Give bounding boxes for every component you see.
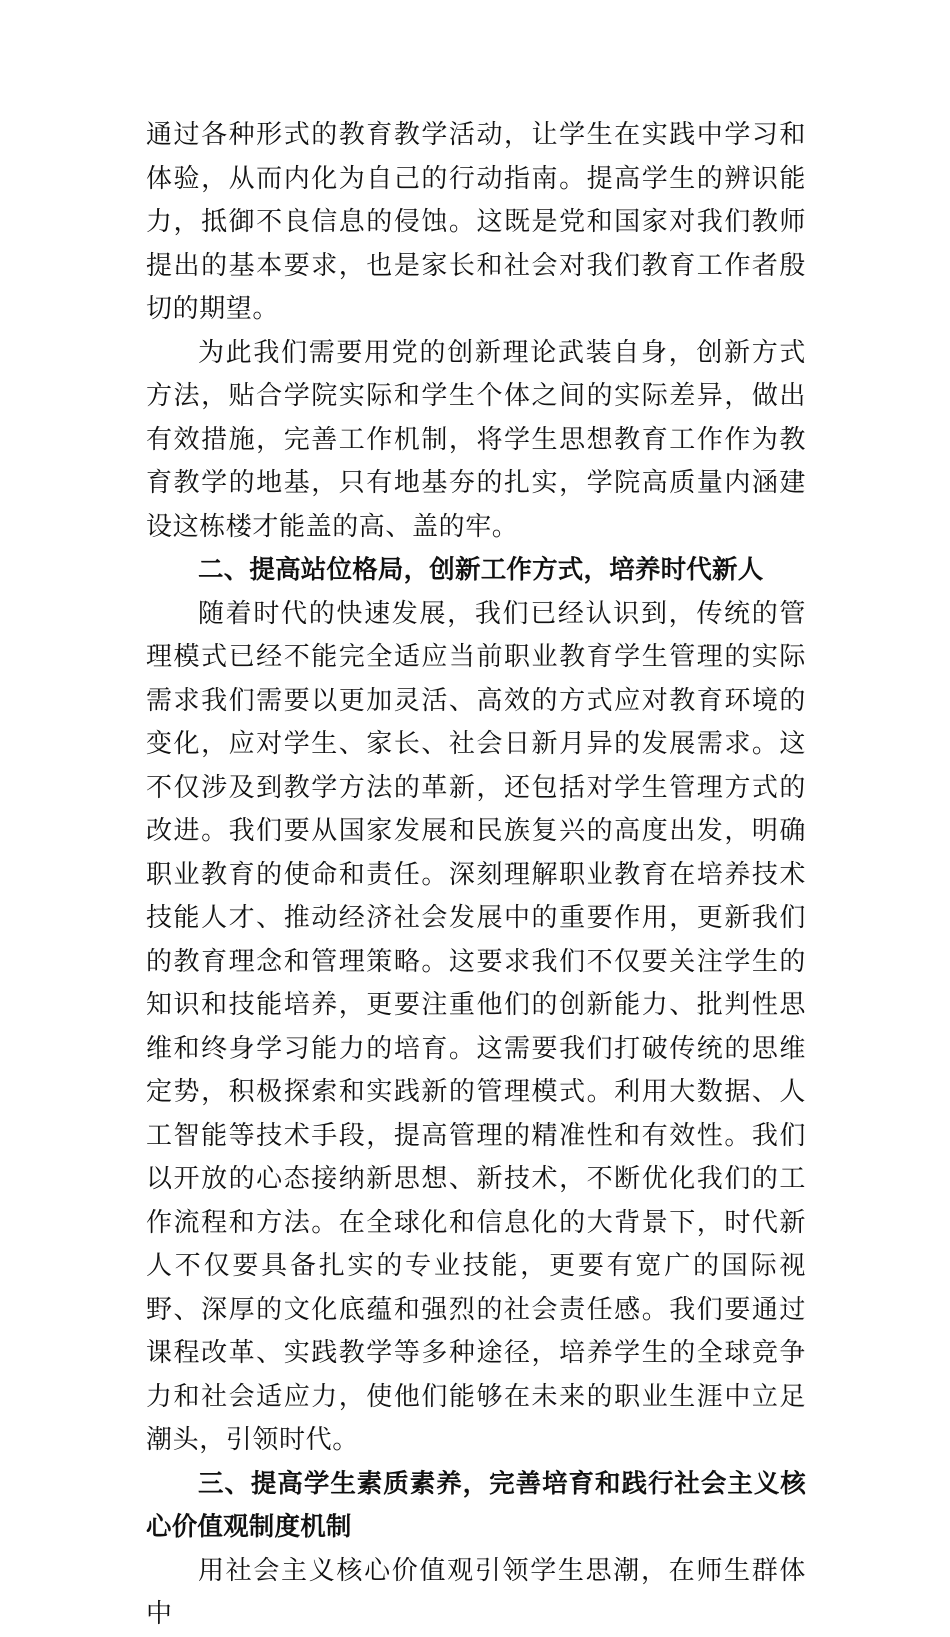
paragraph-management-reform: 随着时代的快速发展，我们已经认识到，传统的管理模式已经不能完全适应当前职业教育学生管理的实际需求我们需要以更加灵活、高效的方式应对教育环境的变化，应对学生、家长、社会日新月异的发展需求。这不仅涉及到教学方法的革新，还包括对学生管理方式的改进。我们要从国家发展和民族复兴的高度出发，明确职业教育的使命和责任。深刻理解职业教育在培养技术技能人才、推动经济社会发展中的重要作用，更新我们的教育理念和管理策略。这要求我们不仅要关注学生的知识和技能培养，更要注重他们的创新能力、批判性思维和终身学习能力的培育。这需要我们打破传统的思维定势，积极探索和实践新的管理模式。利用大数据、人工智能等技术手段，提高管理的精准性和有效性。我们以开放的心态接纳新思想、新技术，不断优化我们的工作流程和方法。在全球化和信息化的大背景下，时代新人不仅要具备扎实的专业技能，更要有宽广的国际视野、深厚的文化底蕴和强烈的社会责任感。我们要通过课程改革、实践教学等多种途径，培养学生的全球竞争力和社会适应力，使他们能够在未来的职业生涯中立足潮头，引领时代。 xyxy=(146,598,806,1455)
section-heading-3: 三、提高学生素质素养，完善培育和践行社会主义核心价值观制度机制 xyxy=(146,1468,806,1542)
document-body xyxy=(146,114,806,1637)
paragraph-innovation-theory: 为此我们需要用党的创新理论武装自身，创新方式方法，贴合学院实际和学生个体之间的实际差异，做出有效措施，完善工作机制，将学生思想教育工作作为教育教学的地基，只有地基夯的扎实，学院高质量内涵建设这栋楼才能盖的高、盖的牢。 xyxy=(146,337,806,542)
paragraph-continuation: 通过各种形式的教育教学活动，让学生在实践中学习和体验，从而内化为自己的行动指南。提高学生的辨识能力，抵御不良信息的侵蚀。这既是党和国家对我们教师提出的基本要求，也是家长和社会对我们教育工作者殷切的期望。 xyxy=(146,120,806,324)
paragraph-core-values: 用社会主义核心价值观引领学生思潮，在师生群体中 xyxy=(146,1555,806,1629)
section-heading-2: 二、提高站位格局，创新工作方式，培养时代新人 xyxy=(198,555,764,585)
